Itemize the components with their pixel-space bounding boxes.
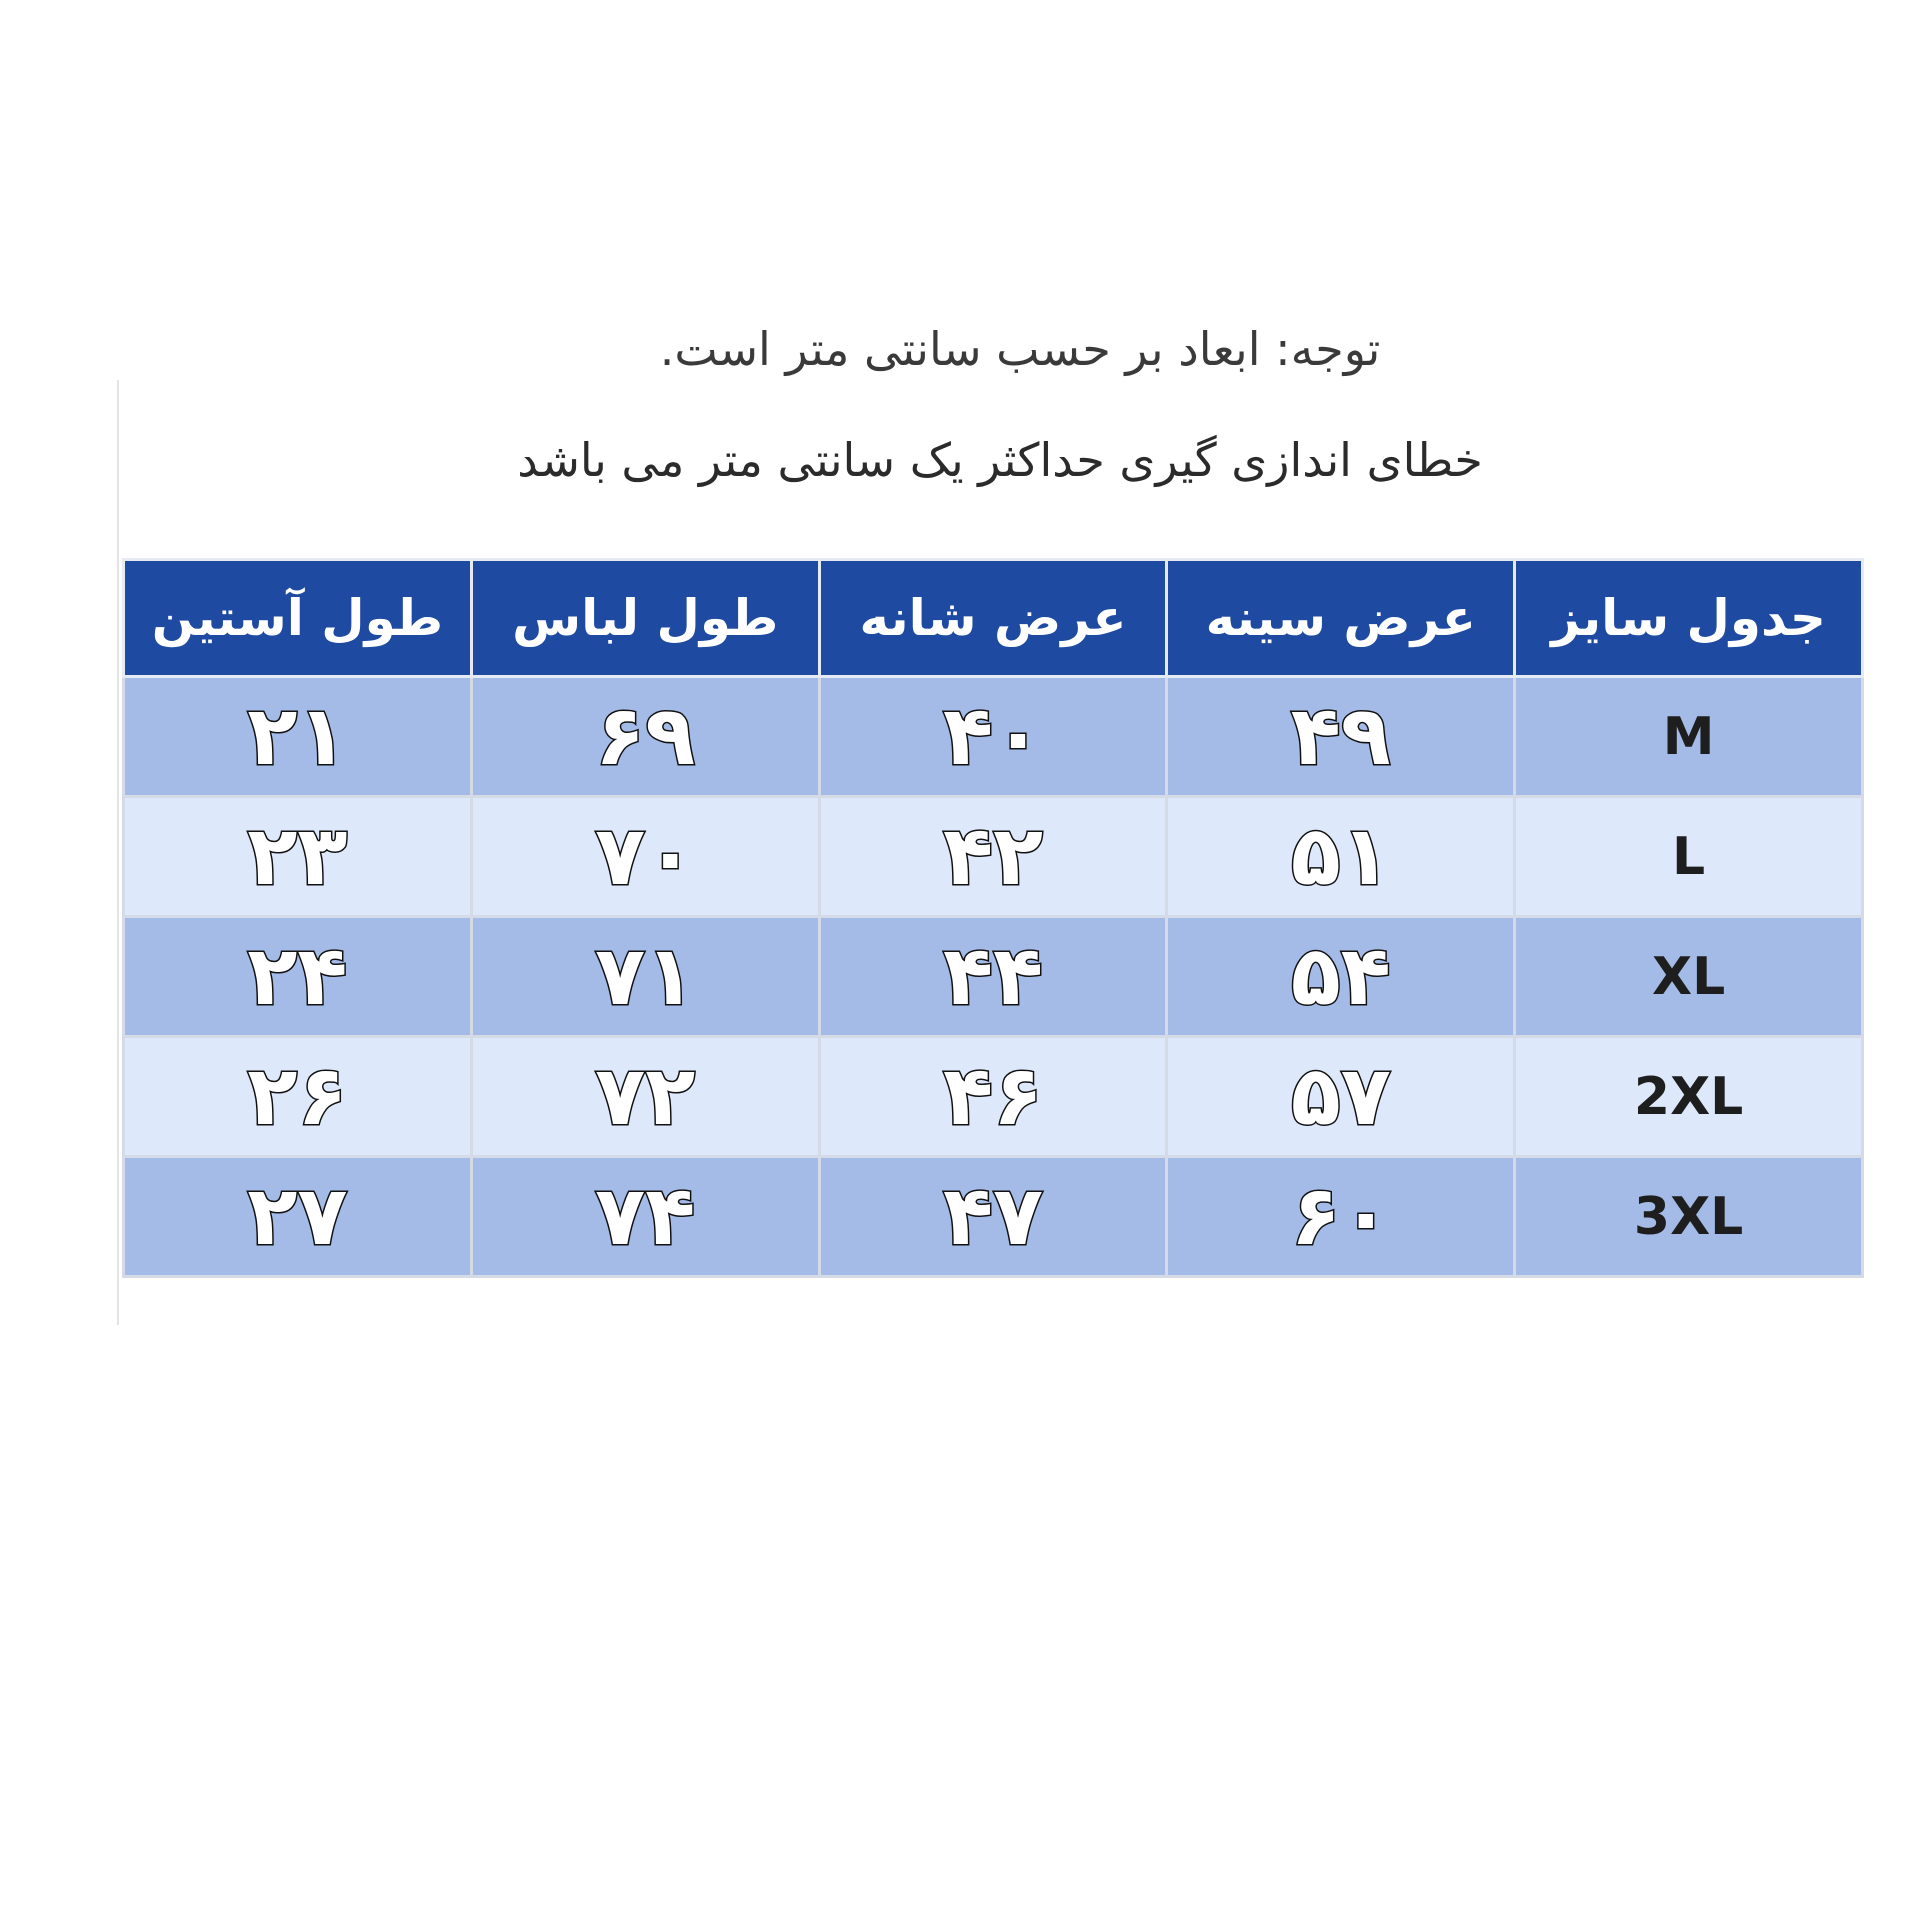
header-garment-length: طول لباس xyxy=(471,560,819,677)
table-row xyxy=(124,797,1863,917)
shoulder-value: ۴۰ xyxy=(819,677,1167,797)
table-row xyxy=(124,1157,1863,1277)
shoulder-value: ۴۶ xyxy=(819,1037,1167,1157)
header-size-chart: جدول سایز xyxy=(1515,560,1863,677)
length-value: ۷۱ xyxy=(471,917,819,1037)
header-sleeve-length: طول آستین xyxy=(124,560,472,677)
table-row xyxy=(124,677,1863,797)
size-label: L xyxy=(1515,797,1863,917)
header-shoulder-width: عرض شانه xyxy=(819,560,1167,677)
left-edge-line xyxy=(117,380,119,1325)
chest-value: ۵۷ xyxy=(1167,1037,1515,1157)
length-value: ۶۹ xyxy=(471,677,819,797)
sleeve-value: ۲۷ xyxy=(124,1157,472,1277)
header-chest-width: عرض سینه xyxy=(1167,560,1515,677)
shoulder-value: ۴۲ xyxy=(819,797,1167,917)
length-value: ۷۰ xyxy=(471,797,819,917)
cropped-note-line xyxy=(120,322,1920,400)
size-label: M xyxy=(1515,677,1863,797)
cropped-note-text: توجه: ابعاد بر حسب سانتی متر است. xyxy=(659,322,1381,376)
length-value: ۷۲ xyxy=(471,1037,819,1157)
size-label: 2XL xyxy=(1515,1037,1863,1157)
table-row xyxy=(124,1037,1863,1157)
shoulder-value: ۴۴ xyxy=(819,917,1167,1037)
table-header-row xyxy=(124,560,1863,677)
size-chart-table xyxy=(122,558,1864,1278)
size-label: 3XL xyxy=(1515,1157,1863,1277)
chest-value: ۴۹ xyxy=(1167,677,1515,797)
chest-value: ۵۴ xyxy=(1167,917,1515,1037)
size-label: XL xyxy=(1515,917,1863,1037)
chest-value: ۶۰ xyxy=(1167,1157,1515,1277)
length-value: ۷۴ xyxy=(471,1157,819,1277)
sleeve-value: ۲۶ xyxy=(124,1037,472,1157)
shoulder-value: ۴۷ xyxy=(819,1157,1167,1277)
chest-value: ۵۱ xyxy=(1167,797,1515,917)
sleeve-value: ۲۳ xyxy=(124,797,472,917)
table-row xyxy=(124,917,1863,1037)
measurement-error-note: خطای اندازی گیری حداکثر یک سانتی متر می باشد xyxy=(517,433,1483,487)
sleeve-value: ۲۱ xyxy=(124,677,472,797)
sleeve-value: ۲۴ xyxy=(124,917,472,1037)
